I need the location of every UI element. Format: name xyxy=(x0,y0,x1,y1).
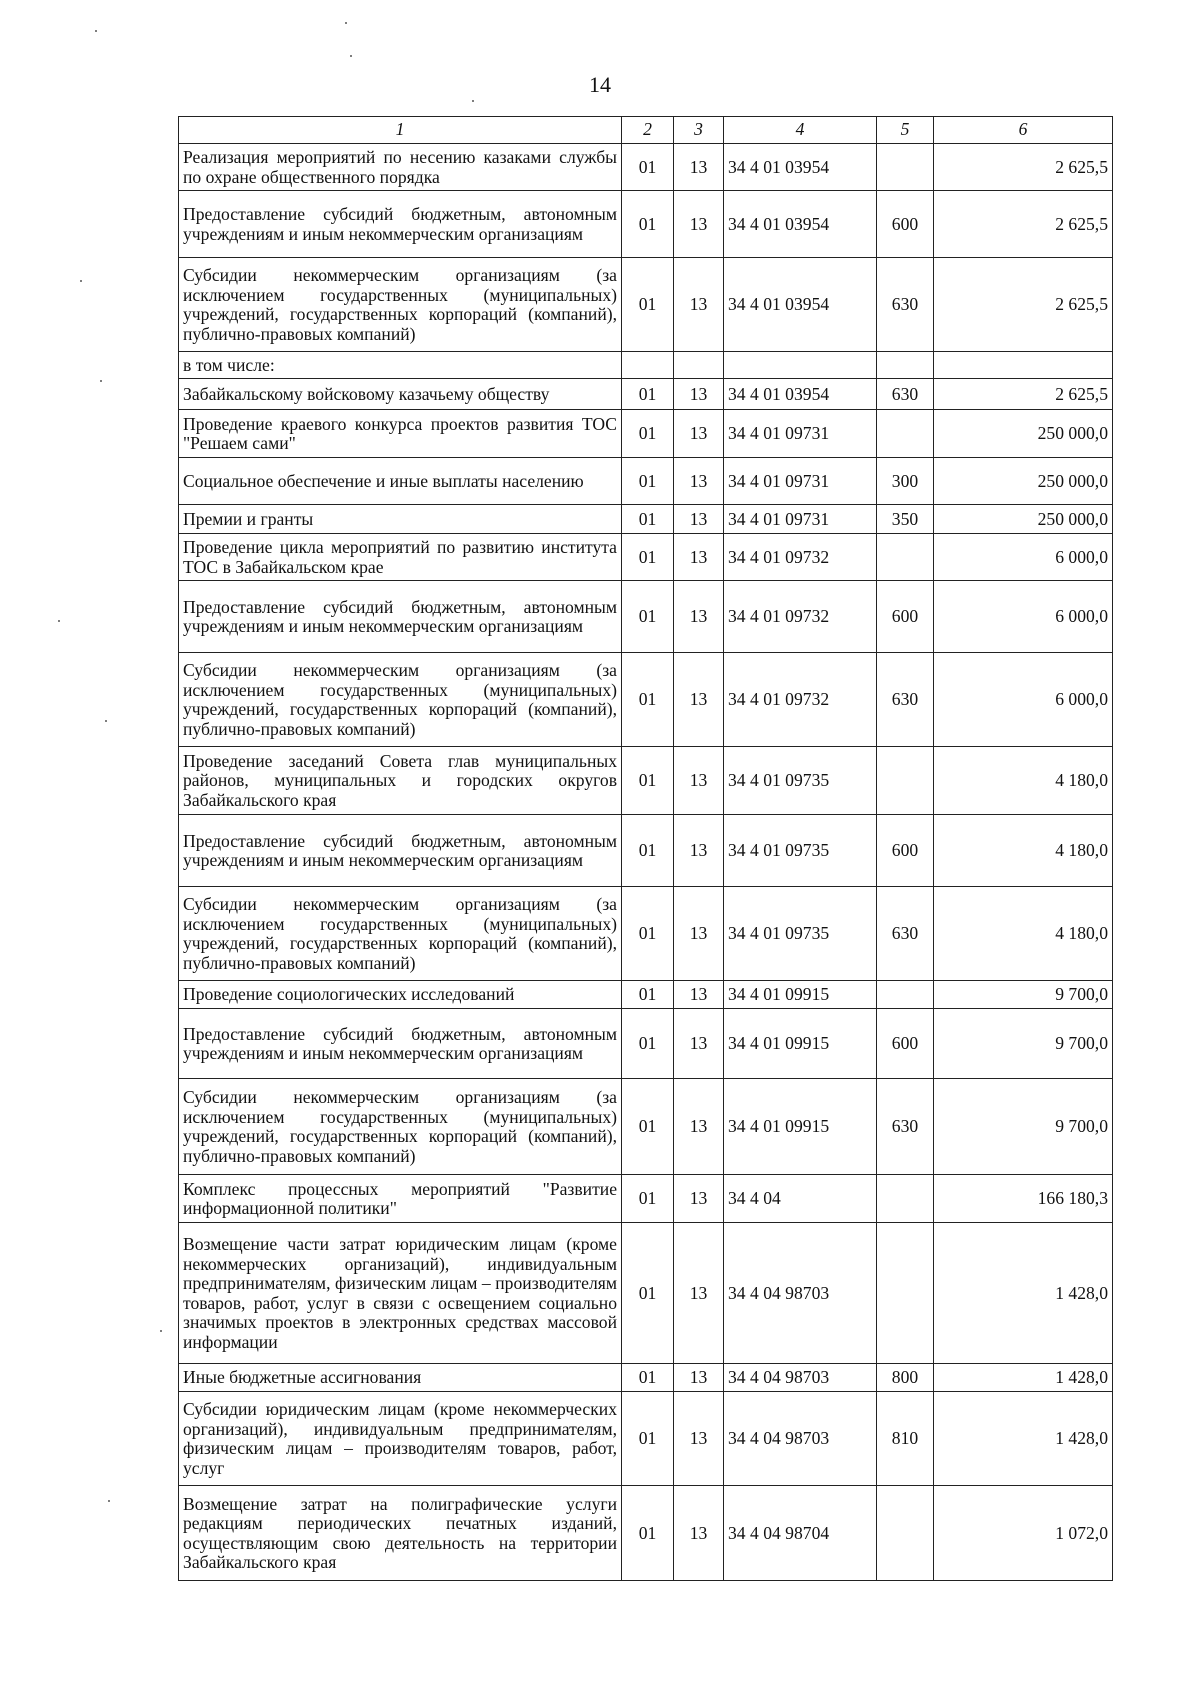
amount: 1 428,0 xyxy=(934,1223,1113,1364)
section-code: 01 xyxy=(622,458,674,505)
table-row xyxy=(179,747,1113,815)
expense-type-code xyxy=(877,1223,934,1364)
item-name: Предоставление субсидий бюджетным, автономным учреждениям и иным некоммерческим организациям xyxy=(179,581,622,653)
section-code: 01 xyxy=(622,581,674,653)
amount: 166 180,3 xyxy=(934,1175,1113,1223)
item-name: в том числе: xyxy=(179,352,622,379)
target-article-code: 34 4 01 09735 xyxy=(724,887,877,981)
scan-speck xyxy=(160,1330,162,1332)
section-code: 01 xyxy=(622,1392,674,1486)
section-code: 01 xyxy=(622,747,674,815)
table-row xyxy=(179,1009,1113,1079)
scan-speck xyxy=(350,55,352,57)
expense-type-code: 810 xyxy=(877,1392,934,1486)
expense-type-code xyxy=(877,352,934,379)
expense-type-code: 600 xyxy=(877,1009,934,1079)
amount: 250 000,0 xyxy=(934,410,1113,458)
subsection-code: 13 xyxy=(674,887,724,981)
target-article-code: 34 4 01 03954 xyxy=(724,258,877,352)
target-article-code: 34 4 01 03954 xyxy=(724,379,877,410)
item-name: Реализация мероприятий по несению казаками службы по охране общественного порядка xyxy=(179,144,622,191)
subsection-code: 13 xyxy=(674,191,724,258)
expense-type-code: 630 xyxy=(877,379,934,410)
item-name: Возмещение части затрат юридическим лицам (кроме некоммерческих организаций), индивидуальным предпринимателям, физическим лицам – производителям товаров, работ, услуг в связи с освещением социально значимых проектов в электронных средствах массовой информации xyxy=(179,1223,622,1364)
table-row xyxy=(179,352,1113,379)
item-name: Субсидии некоммерческим организациям (за исключением государственных (муниципальных) учреждений, государственных корпораций (компаний), публично-правовых компаний) xyxy=(179,887,622,981)
section-code: 01 xyxy=(622,1175,674,1223)
table-row xyxy=(179,1486,1113,1581)
scan-speck xyxy=(472,100,474,102)
section-code: 01 xyxy=(622,410,674,458)
target-article-code: 34 4 04 98703 xyxy=(724,1364,877,1392)
subsection-code: 13 xyxy=(674,747,724,815)
amount: 2 625,5 xyxy=(934,144,1113,191)
section-code: 01 xyxy=(622,534,674,581)
expense-type-code xyxy=(877,1175,934,1223)
scan-speck xyxy=(105,720,107,722)
section-code: 01 xyxy=(622,1079,674,1175)
section-code: 01 xyxy=(622,981,674,1009)
item-name: Субсидии некоммерческим организациям (за исключением государственных (муниципальных) учреждений, государственных корпораций (компаний), публично-правовых компаний) xyxy=(179,1079,622,1175)
table-row xyxy=(179,258,1113,352)
table-row xyxy=(179,191,1113,258)
expense-type-code: 630 xyxy=(877,653,934,747)
column-header: 5 xyxy=(877,117,934,144)
item-name: Забайкальскому войсковому казачьему обществу xyxy=(179,379,622,410)
table-row xyxy=(179,505,1113,534)
item-name: Субсидии юридическим лицам (кроме некоммерческих организаций), индивидуальным предпринимателям, физическим лицам – производителям товаров, работ, услуг xyxy=(179,1392,622,1486)
subsection-code: 13 xyxy=(674,458,724,505)
column-header: 2 xyxy=(622,117,674,144)
amount: 1 428,0 xyxy=(934,1364,1113,1392)
item-name: Комплекс процессных мероприятий "Развитие информационной политики" xyxy=(179,1175,622,1223)
section-code: 01 xyxy=(622,1486,674,1581)
table-row xyxy=(179,653,1113,747)
subsection-code: 13 xyxy=(674,1392,724,1486)
amount: 2 625,5 xyxy=(934,258,1113,352)
table-row xyxy=(179,410,1113,458)
target-article-code: 34 4 01 09731 xyxy=(724,505,877,534)
item-name: Возмещение затрат на полиграфические услуги редакциям периодических печатных изданий, осуществляющим свою деятельность на территории Забайкальского края xyxy=(179,1486,622,1581)
section-code: 01 xyxy=(622,1364,674,1392)
table-row xyxy=(179,1392,1113,1486)
scan-speck xyxy=(108,1500,110,1502)
expense-type-code xyxy=(877,747,934,815)
subsection-code: 13 xyxy=(674,534,724,581)
subsection-code: 13 xyxy=(674,1223,724,1364)
expense-type-code: 600 xyxy=(877,191,934,258)
section-code: 01 xyxy=(622,505,674,534)
amount: 9 700,0 xyxy=(934,981,1113,1009)
subsection-code: 13 xyxy=(674,581,724,653)
table-row xyxy=(179,144,1113,191)
amount xyxy=(934,352,1113,379)
subsection-code: 13 xyxy=(674,258,724,352)
amount: 6 000,0 xyxy=(934,653,1113,747)
expense-type-code: 350 xyxy=(877,505,934,534)
column-header: 6 xyxy=(934,117,1113,144)
expense-type-code: 630 xyxy=(877,887,934,981)
target-article-code: 34 4 01 09732 xyxy=(724,653,877,747)
amount: 2 625,5 xyxy=(934,379,1113,410)
item-name: Проведение краевого конкурса проектов развития ТОС "Решаем сами" xyxy=(179,410,622,458)
table-row xyxy=(179,534,1113,581)
item-name: Проведение цикла мероприятий по развитию института ТОС в Забайкальском крае xyxy=(179,534,622,581)
target-article-code: 34 4 01 09731 xyxy=(724,410,877,458)
item-name: Проведение социологических исследований xyxy=(179,981,622,1009)
table-row xyxy=(179,1364,1113,1392)
subsection-code: 13 xyxy=(674,981,724,1009)
target-article-code: 34 4 01 09735 xyxy=(724,815,877,887)
section-code: 01 xyxy=(622,653,674,747)
amount: 6 000,0 xyxy=(934,534,1113,581)
page-number: 14 xyxy=(589,72,611,97)
target-article-code xyxy=(724,352,877,379)
expense-type-code: 630 xyxy=(877,258,934,352)
column-header: 4 xyxy=(724,117,877,144)
subsection-code xyxy=(674,352,724,379)
item-name: Субсидии некоммерческим организациям (за исключением государственных (муниципальных) учреждений, государственных корпораций (компаний), публично-правовых компаний) xyxy=(179,258,622,352)
section-code: 01 xyxy=(622,379,674,410)
item-name: Проведение заседаний Совета глав муниципальных районов, муниципальных и городских округов Забайкальского края xyxy=(179,747,622,815)
expense-type-code xyxy=(877,981,934,1009)
target-article-code: 34 4 01 09915 xyxy=(724,1079,877,1175)
subsection-code: 13 xyxy=(674,1079,724,1175)
target-article-code: 34 4 01 09732 xyxy=(724,581,877,653)
expense-type-code xyxy=(877,144,934,191)
target-article-code: 34 4 04 98704 xyxy=(724,1486,877,1581)
target-article-code: 34 4 01 03954 xyxy=(724,191,877,258)
table-row xyxy=(179,815,1113,887)
scan-speck xyxy=(80,280,82,282)
amount: 250 000,0 xyxy=(934,505,1113,534)
subsection-code: 13 xyxy=(674,1175,724,1223)
item-name: Предоставление субсидий бюджетным, автономным учреждениям и иным некоммерческим организациям xyxy=(179,1009,622,1079)
amount: 9 700,0 xyxy=(934,1009,1113,1079)
section-code: 01 xyxy=(622,191,674,258)
expense-type-code: 800 xyxy=(877,1364,934,1392)
subsection-code: 13 xyxy=(674,653,724,747)
subsection-code: 13 xyxy=(674,144,724,191)
scan-speck xyxy=(58,620,60,622)
subsection-code: 13 xyxy=(674,815,724,887)
amount: 4 180,0 xyxy=(934,887,1113,981)
target-article-code: 34 4 01 09915 xyxy=(724,981,877,1009)
amount: 2 625,5 xyxy=(934,191,1113,258)
expense-type-code: 300 xyxy=(877,458,934,505)
target-article-code: 34 4 01 09735 xyxy=(724,747,877,815)
target-article-code: 34 4 04 98703 xyxy=(724,1392,877,1486)
item-name: Премии и гранты xyxy=(179,505,622,534)
section-code: 01 xyxy=(622,887,674,981)
expense-type-code xyxy=(877,1486,934,1581)
target-article-code: 34 4 01 09731 xyxy=(724,458,877,505)
amount: 4 180,0 xyxy=(934,747,1113,815)
amount: 4 180,0 xyxy=(934,815,1113,887)
subsection-code: 13 xyxy=(674,410,724,458)
expense-type-code: 600 xyxy=(877,815,934,887)
subsection-code: 13 xyxy=(674,505,724,534)
amount: 1 428,0 xyxy=(934,1392,1113,1486)
table-row xyxy=(179,887,1113,981)
amount: 6 000,0 xyxy=(934,581,1113,653)
target-article-code: 34 4 04 98703 xyxy=(724,1223,877,1364)
item-name: Предоставление субсидий бюджетным, автономным учреждениям и иным некоммерческим организациям xyxy=(179,815,622,887)
item-name: Предоставление субсидий бюджетным, автономным учреждениям и иным некоммерческим организациям xyxy=(179,191,622,258)
expense-type-code xyxy=(877,410,934,458)
expense-type-code xyxy=(877,534,934,581)
expense-type-code: 600 xyxy=(877,581,934,653)
subsection-code: 13 xyxy=(674,379,724,410)
table-row xyxy=(179,458,1113,505)
target-article-code: 34 4 01 09915 xyxy=(724,1009,877,1079)
amount: 1 072,0 xyxy=(934,1486,1113,1581)
budget-table xyxy=(178,116,1113,1581)
scan-speck xyxy=(95,30,97,32)
amount: 250 000,0 xyxy=(934,458,1113,505)
column-header: 3 xyxy=(674,117,724,144)
table-row xyxy=(179,1175,1113,1223)
target-article-code: 34 4 04 xyxy=(724,1175,877,1223)
header-row xyxy=(179,117,1113,144)
expense-type-code: 630 xyxy=(877,1079,934,1175)
section-code: 01 xyxy=(622,144,674,191)
target-article-code: 34 4 01 09732 xyxy=(724,534,877,581)
section-code xyxy=(622,352,674,379)
table-row xyxy=(179,581,1113,653)
subsection-code: 13 xyxy=(674,1486,724,1581)
section-code: 01 xyxy=(622,1223,674,1364)
subsection-code: 13 xyxy=(674,1009,724,1079)
table-row xyxy=(179,379,1113,410)
subsection-code: 13 xyxy=(674,1364,724,1392)
target-article-code: 34 4 01 03954 xyxy=(724,144,877,191)
column-header: 1 xyxy=(179,117,622,144)
table-row xyxy=(179,1223,1113,1364)
section-code: 01 xyxy=(622,258,674,352)
scan-speck xyxy=(345,22,347,24)
amount: 9 700,0 xyxy=(934,1079,1113,1175)
item-name: Субсидии некоммерческим организациям (за исключением государственных (муниципальных) учреждений, государственных корпораций (компаний), публично-правовых компаний) xyxy=(179,653,622,747)
section-code: 01 xyxy=(622,815,674,887)
scan-speck xyxy=(100,380,102,382)
section-code: 01 xyxy=(622,1009,674,1079)
table-row xyxy=(179,981,1113,1009)
table-row xyxy=(179,1079,1113,1175)
item-name: Иные бюджетные ассигнования xyxy=(179,1364,622,1392)
item-name: Социальное обеспечение и иные выплаты населению xyxy=(179,458,622,505)
